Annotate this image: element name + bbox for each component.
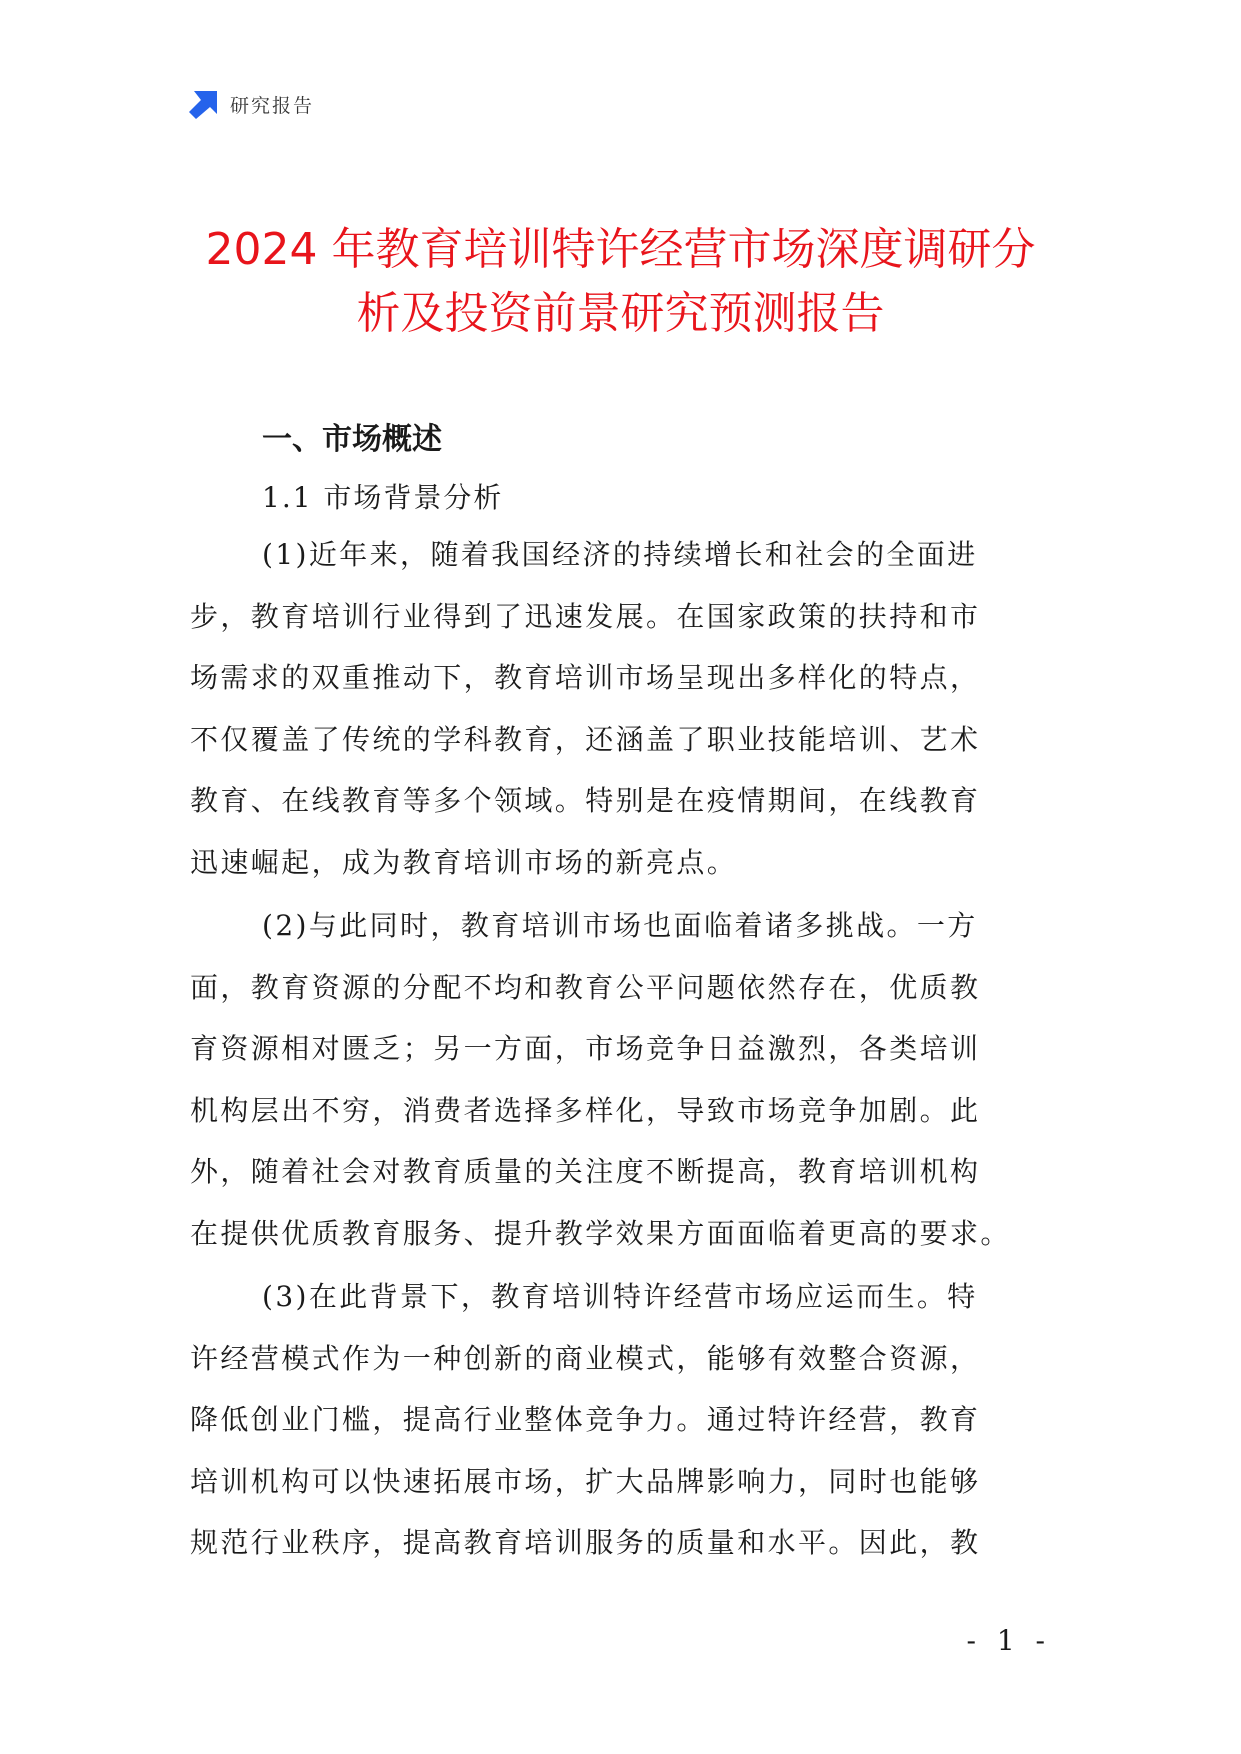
paragraph-line: 不仅覆盖了传统的学科教育，还涵盖了职业技能培训、艺术 xyxy=(190,722,981,756)
paragraph-3 xyxy=(190,1266,1055,1574)
paragraph-line: 机构层出不穷，消费者选择多样化，导致市场竞争加剧。此 xyxy=(190,1093,981,1127)
paragraph-line: 培训机构可以快速拓展市场，扩大品牌影响力，同时也能够 xyxy=(190,1464,981,1498)
report-header xyxy=(188,88,314,120)
paragraph-line: (2)与此同时，教育培训市场也面临着诸多挑战。一方 xyxy=(262,909,978,942)
paragraph-line: (3)在此背景下，教育培训特许经营市场应运而生。特 xyxy=(262,1280,978,1313)
section-heading: 一、市场概述 xyxy=(262,422,442,457)
subsection-heading: 1.1 市场背景分析 xyxy=(262,481,504,514)
paragraph-2 xyxy=(190,895,1055,1264)
arrow-up-right-icon xyxy=(188,88,220,120)
paragraph-line: (1)近年来，随着我国经济的持续增长和社会的全面进 xyxy=(262,538,978,571)
paragraph-line: 步，教育培训行业得到了迅速发展。在国家政策的扶持和市 xyxy=(190,599,981,633)
title-line-2: 析及投资前景研究预测报告 xyxy=(356,288,885,339)
paragraph-line: 育资源相对匮乏；另一方面，市场竞争日益激烈，各类培训 xyxy=(190,1032,981,1065)
page-number: - 1 - xyxy=(966,1624,1051,1657)
paragraph-1 xyxy=(190,524,1055,893)
header-label: 研究报告 xyxy=(230,94,315,117)
paragraph-line: 迅速崛起，成为教育培训市场的新亮点。 xyxy=(190,845,738,879)
paragraph-line: 教育、在线教育等多个领域。特别是在疫情期间，在线教育 xyxy=(190,784,981,817)
paragraph-line: 降低创业门槛，提高行业整体竞争力。通过特许经营，教育 xyxy=(190,1403,981,1436)
paragraph-line: 面，教育资源的分配不均和教育公平问题依然存在，优质教 xyxy=(190,970,981,1004)
paragraph-line: 许经营模式作为一种创新的商业模式，能够有效整合资源， xyxy=(190,1341,981,1375)
document-body xyxy=(190,416,1055,1574)
paragraph-line: 规范行业秩序，提高教育培训服务的质量和水平。因此，教 xyxy=(190,1526,981,1559)
document-title xyxy=(150,218,1091,346)
paragraph-line: 外，随着社会对教育质量的关注度不断提高，教育培训机构 xyxy=(190,1155,981,1188)
title-line-1: 2024 年教育培训特许经营市场深度调研分 xyxy=(205,224,1036,275)
paragraph-line: 在提供优质教育服务、提升教学效果方面面临着更高的要求。 xyxy=(190,1216,1011,1250)
paragraph-line: 场需求的双重推动下，教育培训市场呈现出多样化的特点， xyxy=(190,661,981,694)
